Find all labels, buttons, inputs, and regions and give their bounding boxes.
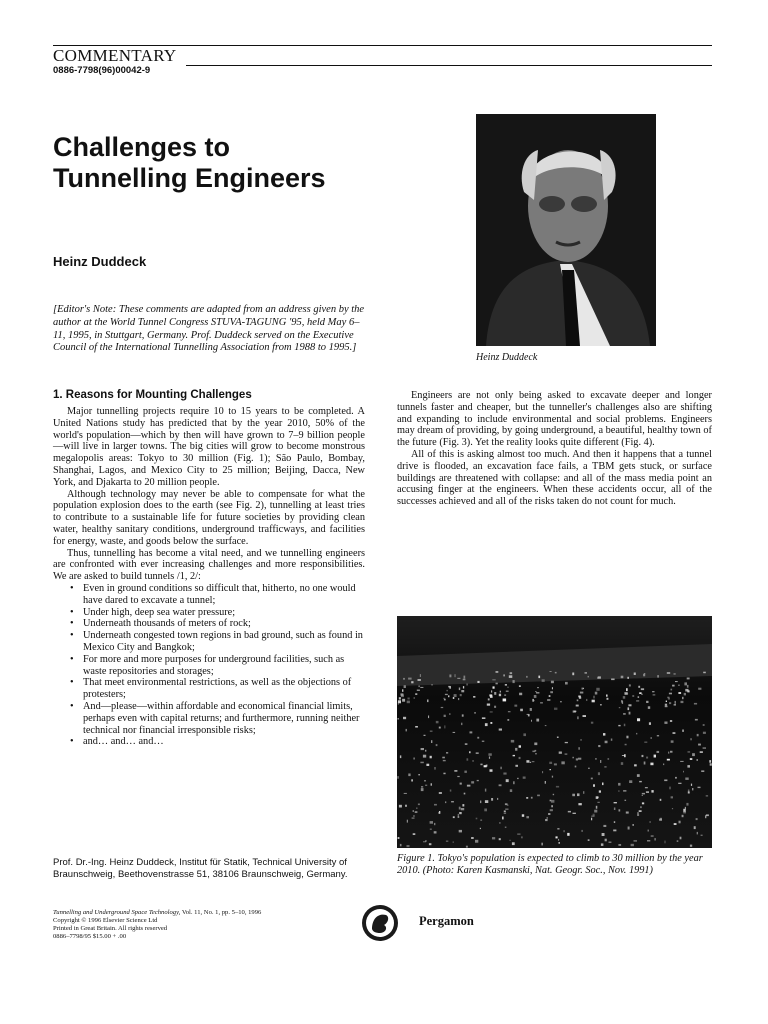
journal-footer [53,909,353,941]
header-rule-top [53,45,712,46]
photo-caption: Heinz Duddeck [476,352,538,363]
section-heading: 1. Reasons for Mounting Challenges [53,389,252,401]
pergamon-logo-icon [360,903,400,943]
publisher-name: Pergamon [419,914,474,928]
bullet-item: • Underneath congested town regions in bad ground, such as found in Mexico City and Bangkok; [83,630,365,654]
body-paragraph: Although technology may never be able to compensate for what the population explosion does to the earth (see Fig. 2), tunnelling at least tries to contribute to a sustainable life for future societies by providing clean water, healthy sanitary conditions, underground trafficways, and facilities for energy, waste, and goods below the surface. [53,488,365,547]
article-title [53,132,383,194]
tokyo-night-photo [397,616,712,848]
bullet-item: • For more and more purposes for underground facilities, such as waste repositories and storages; [83,654,365,678]
author-affiliation: Prof. Dr.-Ing. Heinz Duddeck, Institut für Statik, Technical University of Braunschweig, Beethovenstrasse 51, 38106 Braunschweig, Germany. [53,857,348,880]
portrait-figure [476,114,656,346]
title-line-1: Challenges to [53,132,231,162]
bullet-item: • That meet environmental restrictions, as well as the objections of protesters; [83,677,365,701]
printed-line: Printed in Great Britain. All rights reserved [53,925,168,932]
section-kicker: COMMENTARY [53,46,177,65]
title-line-2: Tunnelling Engineers [53,163,326,193]
right-column [397,390,712,508]
body-paragraph: Major tunnelling projects require 10 to 15 years to be completed. A United Nations study has predicted that by the year 2010, 50% of the world's population—which by then will have grown to 7–9 billion people—will live in larger towns. The big cities will grow to become monstrous megalopolis areas: Tokyo to 30 million (Fig. 1); São Paulo, Bombay, Shanghai, Lagos, and Mexico City to 25 million; Beijing, Dacca, New York, and Djakarta to 20 million people. [53,406,365,488]
bullet-item: • Even in ground conditions so difficult that, hitherto, no one would have dared to excavate a tunnel; [83,583,365,607]
author-photo [476,114,656,346]
journal-citation [53,909,353,917]
figure-1-caption: Figure 1. Tokyo's population is expected to climb to 30 million by the year 2010. (Photo: Karen Kasmanski, Nat. Geogr. Soc., Nov. 1991) [397,853,703,876]
left-column [53,406,365,748]
copyright-line: Copyright © 1996 Elsevier Science Ltd [53,917,158,924]
bullet-item: • And—please—within affordable and economical financial limits, perhaps even with capital returns; and furthermore, running neither technical nor financial irresponsible risks; [83,701,365,736]
figure-1-image [397,616,712,848]
bullet-list [53,583,365,748]
bullet-item: • Under high, deep sea water pressure; [83,607,365,619]
header-rule-kicker [186,65,712,66]
journal-name: Tunnelling and Underground Space Technology, [53,909,181,916]
doi-code: 0886-7798(96)00042-9 [53,65,151,76]
citation-details: Vol. 11, No. 1, pp. 5–10, 1996 [180,909,262,916]
author-name: Heinz Duddeck [53,254,147,269]
body-paragraph: Engineers are not only being asked to excavate deeper and longer tunnels faster and cheaper, but the tunneller's challenges also are shifting and expanding to include environmental and social problems. Engineers may dream of providing, by going underground, a beautiful, healthy town of the future (Fig. 3). Yet the reality looks quite different (Fig. 4). [397,390,712,449]
price-line: 0886–7798/95 $15.00 + .00 [53,933,127,940]
body-paragraph: All of this is asking almost too much. And then it happens that a tunnel drive is flooded, an excavation face fails, a TBM gets stuck, or surface buildings are threatened with collapse: and all of the mass media point an accusing finger at the engineers. When these accidents occur, all of the successes achieved and all of the risks taken do not count for much. [397,448,712,508]
editor-note: [Editor's Note: These comments are adapted from an address given by the author at the World Tunnel Congress STUVA-TAGUNG '95, held May 6–11, 1995, in Stuttgart, Germany. Prof. Duddeck served on the Executive Council of the International Tunnelling Association from 1988 to 1995.] [53,304,365,354]
body-paragraph: Thus, tunnelling has become a vital need, and we tunnelling engineers are confronted with ever increasing challenges and more responsibilities. We are asked to build tunnels /1, 2/: [53,547,365,583]
bullet-item: • and… and… and… [83,736,365,748]
bullet-item: • Underneath thousands of meters of rock; [83,618,365,630]
